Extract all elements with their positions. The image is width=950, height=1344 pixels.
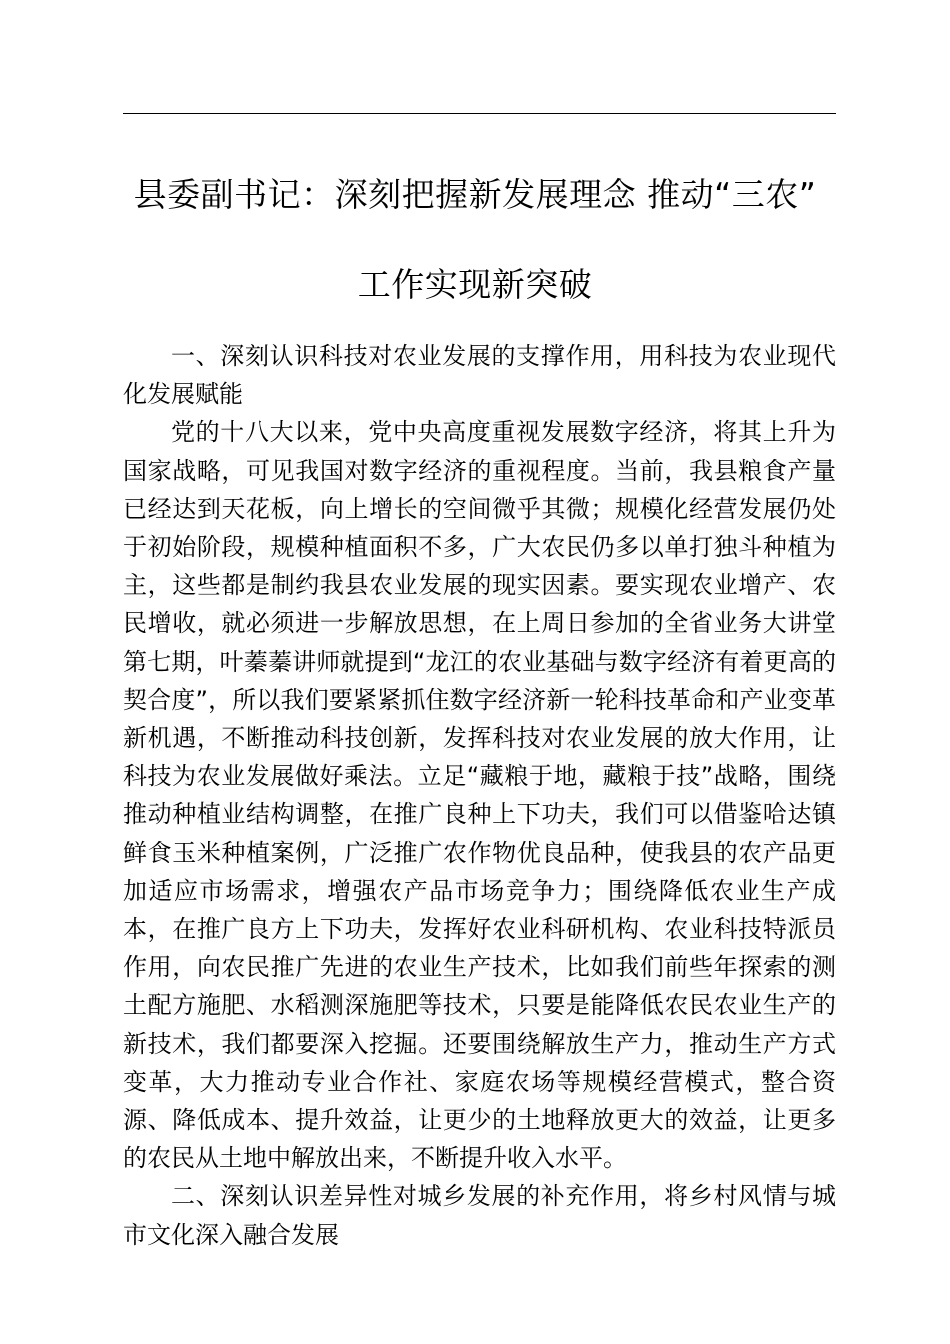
section-heading-1: 一、深刻认识科技对农业发展的支撑作用，用科技为农业现代化发展赋能 bbox=[123, 342, 836, 409]
title-line-2: 工作实现新突破 bbox=[357, 265, 593, 304]
document-body bbox=[123, 337, 836, 1254]
title-line-1: 县委副书记：深刻把握新发展理念 推动“三农” bbox=[133, 175, 817, 214]
body-paragraph: 党的十八大以来，党中央高度重视发展数字经济，将其上升为国家战略，可见我国对数字经济的重视程度。当前，我县粮食产量已经达到天花板，向上增长的空间微乎其微；规模化经营发展仍处于初始阶段，规模种植面积不多，广大农民仍多以单打独斗种植为主，这些都是制约我县农业发展的现实因素。要实现农业增产、农民增收，就必须进一步解放思想，在上周日参加的全省业务大讲堂第七期，叶蓁蓁讲师就提到“龙江的农业基础与数字经济有着更高的契合度”，所以我们要紧紧抓住数字经济新一轮科技革命和产业变革新机遇，不断推动科技创新，发挥科技对农业发展的放大作用，让科技为农业发展做好乘法。立足“藏粮于地，藏粮于技”战略，围绕推动种植业结构调整，在推广良种上下功夫，我们可以借鉴哈达镇鲜食玉米种植案例，广泛推广农作物优良品种，使我县的农产品更加适应市场需求，增强农产品市场竞争力；围绕降低农业生产成本，在推广良方上下功夫，发挥好农业科研机构、农业科技特派员作用，向农民推广先进的农业生产技术，比如我们前些年探索的测土配方施肥、水稻测深施肥等技术，只要是能降低农民农业生产的新技术，我们都要深入挖掘。还要围绕解放生产力，推动生产方式变革，大力推动专业合作社、家庭农场等规模经营模式，整合资源、降低成本、提升效益，让更少的土地释放更大的效益，让更多的农民从土地中解放出来，不断提升收入水平。 bbox=[123, 418, 836, 1173]
section-heading-2: 二、深刻认识差异性对城乡发展的补充作用，将乡村风情与城市文化深入融合发展 bbox=[123, 1182, 836, 1249]
header-rule bbox=[123, 113, 836, 114]
document-title bbox=[100, 150, 850, 330]
